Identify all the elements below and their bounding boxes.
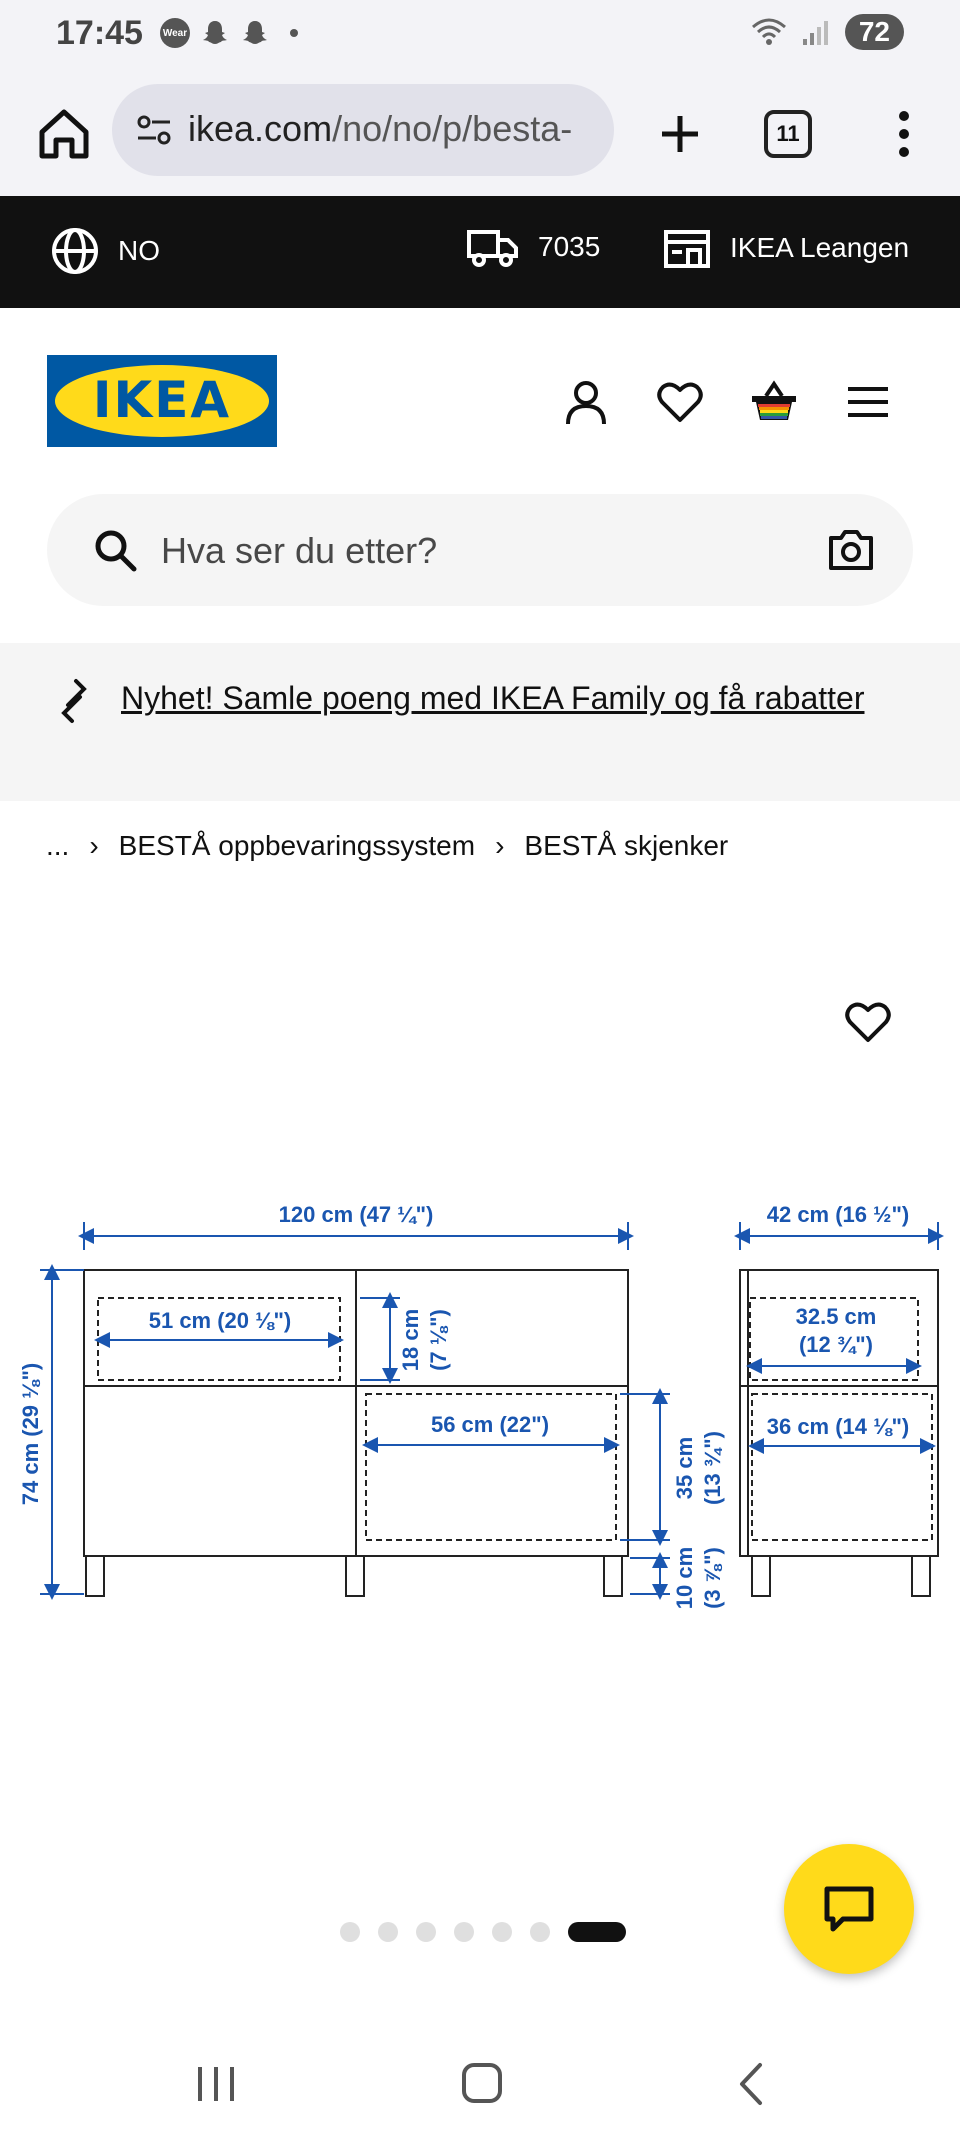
chat-icon	[821, 1881, 877, 1937]
notification-icons	[160, 18, 298, 48]
dim-drawer-height-cm: 18 cm	[398, 1308, 423, 1372]
carousel-dot[interactable]	[492, 1922, 512, 1942]
promo-banner	[0, 643, 960, 801]
dim-total-height: 74 cm (29 ⅛")	[18, 1362, 43, 1506]
signal-icon	[801, 17, 831, 47]
url-path: /no/no/p/besta-	[332, 108, 573, 149]
globe-icon	[50, 226, 100, 276]
promo-link[interactable]: Nyhet! Samle poeng med IKEA Family og få rabatter	[121, 680, 865, 716]
url-text[interactable]	[188, 108, 598, 150]
home-nav-icon[interactable]	[452, 2057, 512, 2111]
camera-search-icon[interactable]	[825, 524, 877, 576]
snapchat-icon	[240, 18, 270, 48]
dim-inner-depth-bottom: 36 cm (14 ⅛")	[766, 1414, 910, 1439]
tab-switcher-button[interactable]: 11	[764, 110, 812, 158]
dim-leg-height-in: (3 ⅞")	[700, 1547, 725, 1609]
carousel-dot-active[interactable]	[568, 1922, 626, 1942]
chevron-right-icon: ›	[495, 830, 505, 861]
dim-total-depth: 42 cm (16 ½")	[766, 1202, 910, 1227]
chevron-right-icon: ›	[89, 830, 99, 861]
truck-icon	[466, 226, 520, 268]
logo-text: IKEA	[92, 371, 232, 429]
site-settings-icon[interactable]	[134, 110, 174, 150]
system-icons	[751, 14, 904, 50]
system-navigation-bar	[0, 2033, 960, 2133]
store-name: IKEA Leangen	[730, 232, 910, 263]
ikea-logo[interactable]	[47, 355, 277, 447]
link-chain-icon	[50, 677, 98, 725]
wishlist-icon[interactable]	[654, 376, 706, 428]
carousel-dot[interactable]	[454, 1922, 474, 1942]
status-bar	[0, 0, 960, 72]
more-notifications-icon	[290, 29, 298, 37]
dim-inner-depth-top-cm: 32.5 cm	[795, 1304, 877, 1329]
wear-icon: Wear	[160, 18, 190, 48]
dim-leg-height-cm: 10 cm	[672, 1546, 697, 1610]
store-icon	[662, 226, 712, 270]
language-selector[interactable]	[50, 226, 160, 276]
breadcrumb	[46, 830, 728, 862]
breadcrumb-besta-system[interactable]: BESTÅ oppbevaringssystem	[118, 830, 476, 861]
browser-menu-icon[interactable]	[880, 102, 928, 166]
breadcrumb-ellipsis[interactable]: ...	[46, 830, 70, 861]
url-domain: ikea.com	[188, 108, 333, 149]
store-selector[interactable]	[662, 226, 909, 270]
breadcrumb-besta-sideboards[interactable]: BESTÅ skjenker	[524, 830, 729, 861]
search-icon[interactable]	[91, 526, 139, 574]
snapchat-icon	[200, 18, 230, 48]
address-bar[interactable]	[112, 84, 614, 176]
dim-drawer-width: 51 cm (20 ⅛")	[148, 1308, 292, 1333]
product-favourite-icon[interactable]	[842, 996, 894, 1048]
delivery-postal-code[interactable]	[466, 226, 600, 268]
dim-compartment-height-cm: 35 cm	[672, 1436, 697, 1500]
dim-drawer-height-in: (7 ⅛")	[426, 1309, 451, 1371]
browser-toolbar	[0, 72, 960, 196]
back-icon[interactable]	[722, 2057, 782, 2111]
carousel-dot[interactable]	[340, 1922, 360, 1942]
product-dimension-diagram[interactable]	[0, 1190, 960, 1630]
ikea-top-bar	[0, 196, 960, 308]
dim-inner-depth-top-in: (12 ¾")	[798, 1332, 874, 1357]
dim-total-width: 120 cm (47 ¼")	[278, 1202, 434, 1227]
dim-compartment-height-in: (13 ¾")	[700, 1430, 725, 1506]
status-time: 17:45	[56, 14, 143, 52]
chat-button[interactable]	[784, 1844, 914, 1974]
carousel-dot[interactable]	[416, 1922, 436, 1942]
account-icon[interactable]	[560, 376, 612, 428]
search-bar	[47, 494, 913, 606]
wifi-icon	[751, 17, 787, 47]
new-tab-icon[interactable]	[648, 102, 712, 166]
dim-compartment-width: 56 cm (22")	[430, 1412, 550, 1437]
search-input[interactable]	[159, 522, 763, 580]
home-icon[interactable]	[32, 102, 96, 166]
recent-apps-icon[interactable]	[186, 2057, 246, 2111]
language-label: NO	[118, 235, 160, 266]
cart-icon[interactable]	[748, 376, 800, 428]
battery-indicator: 72	[845, 14, 904, 50]
carousel-dot[interactable]	[378, 1922, 398, 1942]
hamburger-menu-icon[interactable]	[842, 376, 894, 428]
carousel-dot[interactable]	[530, 1922, 550, 1942]
postal-code: 7035	[538, 231, 601, 262]
image-carousel-indicator	[340, 1922, 626, 1942]
